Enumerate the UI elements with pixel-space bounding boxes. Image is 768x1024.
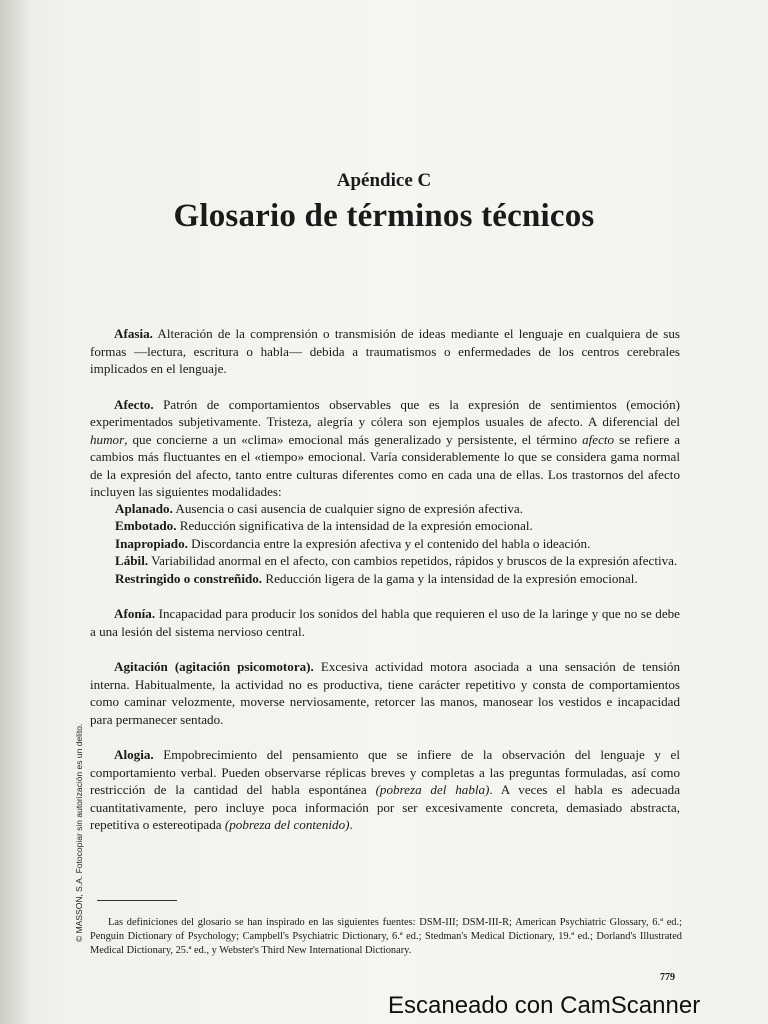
entry-definition: Alteración de la comprensión o transmisión de ideas mediante el lenguaje en cualquiera de sus formas —lectura, escritura o habla— debida a traumatismos o enfermedades de los centros cerebrales implicados en el lenguaje.: [90, 326, 680, 376]
entry-emphasis: humor: [90, 431, 125, 447]
footnote: Las definiciones del glosario se han inspirado en las siguientes fuentes: DSM-III; DSM-III-R; American Psychiatric Glossary, 6.ª ed.; Penguin Dictionary of Psychology; Campbell's Psychiatric Dictionary, 6.ª ed.; Stedman's Medical Dictionary, 19.ª ed.; Dorland's Illustrated Medical Dictionary, 25.ª ed., y Webster's Third New International Dictionary.: [90, 917, 682, 957]
glossary-entry-alogia: [90, 746, 680, 834]
entry-definition-part: se refiere a cambios más fluctuantes en el «tiempo» emocional. Varía considerablemente lo que se considera gama normal de la expresión del afecto, tanto entre culturas diferentes como en cada una de ellas. Los trastornos del afecto incluyen las siguientes modalidades:: [90, 431, 681, 499]
afecto-modalities-list: [90, 500, 680, 588]
entry-definition-part: , que concierne a un «clima» emocional más generalizado y persistente, el término: [124, 431, 583, 447]
modality-term: Aplanado.: [115, 500, 173, 516]
modality-definition: Discordancia entre la expresión afectiva y el contenido del habla o ideación.: [187, 535, 591, 551]
entry-definition-part: .: [349, 817, 353, 832]
entry-definition-part: . A veces el habla es adecuada cuantitativamente, pero incluye poca información por ser excesivamente concreta, demasiado abstracta, repetitiva o estereotipada: [90, 782, 681, 832]
scanner-watermark: [388, 992, 701, 1024]
glossary-entry-agitacion: [90, 658, 680, 728]
modality-item: [90, 570, 680, 588]
modality-term: Inapropiado.: [115, 535, 188, 551]
modality-item: [90, 535, 680, 553]
footnote-divider: [97, 900, 177, 901]
entry-term: Afonía.: [114, 606, 156, 621]
modality-term: Embotado.: [115, 518, 177, 533]
entry-emphasis: afecto: [582, 431, 615, 447]
modality-definition: Variabilidad anormal en el afecto, con cambios repetidos, rápidos y bruscos de la expresión afectiva.: [148, 553, 678, 568]
entry-definition: Excesiva actividad motora asociada a una sensación de tensión interna. Habitualmente, la actividad no es productiva, tiene carácter repetitivo y consta de comportamientos como caminar velozmente, moverse nerviosamente, retorcer las manos, manosear los vestidos e incapacidad para permanecer sentado.: [90, 659, 680, 727]
entry-definition: Incapacidad para producir los sonidos del habla que requieren el uso de la laringe y que no se debe a una lesión del sistema nervioso central.: [90, 606, 680, 639]
entry-definition-part: Empobrecimiento del pensamiento que se infiere de la observación del lenguaje y el comportamiento verbal. Pueden observarse réplicas breves y completas a las preguntas formuladas, así como restricción de la cantidad del habla espontánea: [90, 747, 680, 797]
entry-term: Alogia.: [114, 747, 154, 762]
entry-definition-part: Patrón de comportamientos observables que es la expresión de sentimientos (emoción) experimentados subjetivamente. Tristeza, alegría y cólera son ejemplos usuales de afecto. A diferencial del: [90, 396, 680, 429]
modality-item: [90, 500, 680, 518]
page-number: 779: [660, 972, 675, 983]
modality-item: [90, 552, 680, 570]
glossary-body: [90, 325, 680, 852]
copyright-side-note: © MASSON, S.A. Fotocopiar sin autorización es un delito.: [74, 723, 84, 942]
page-title: Glosario de términos técnicos: [173, 198, 595, 234]
entry-term: Agitación (agitación psicomotora).: [114, 659, 314, 674]
glossary-entry-afecto: [90, 396, 680, 501]
entry-term: Afasia.: [114, 326, 153, 341]
modality-term: Restringido o constreñido.: [115, 570, 263, 586]
entry-term: Afecto.: [114, 396, 154, 412]
modality-definition: Reducción ligera de la gama y la intensidad de la expresión emocional.: [262, 570, 638, 586]
modality-term: Lábil.: [115, 553, 149, 568]
page-edge-shadow: [0, 0, 30, 1024]
entry-emphasis: (pobreza del contenido): [224, 817, 350, 832]
watermark-text: Escaneado con CamScanner: [388, 992, 701, 1019]
glossary-entry-afasia: [90, 325, 680, 378]
glossary-entry-afonia: [90, 605, 680, 640]
modality-item: [90, 517, 680, 535]
modality-definition: Ausencia o casi ausencia de cualquier signo de expresión afectiva.: [172, 500, 523, 516]
appendix-label: Apéndice C: [336, 170, 432, 191]
entry-emphasis: (pobreza del habla): [375, 782, 490, 797]
modality-definition: Reducción significativa de la intensidad de la expresión emocional.: [176, 518, 533, 533]
